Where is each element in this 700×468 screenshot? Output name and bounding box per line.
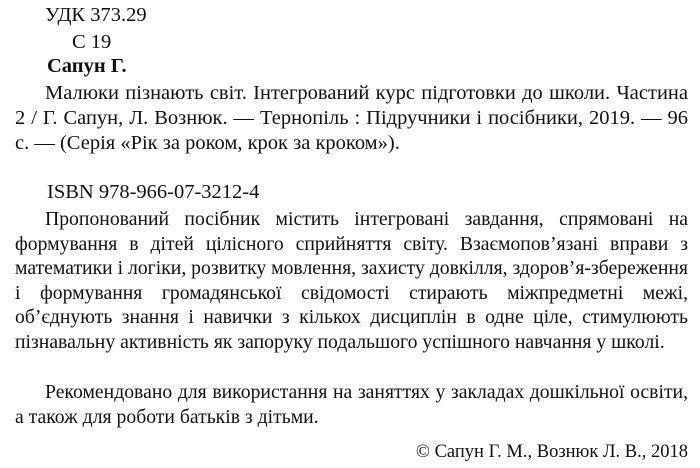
isbn: ISBN 978-966-07-3212-4 <box>47 181 260 203</box>
author-name: Сапун Г. <box>47 55 127 77</box>
annotation-paragraph-2: Рекомендовано для використання на заняттях у закладах дошкільної освіти, а також для роботи батьків з дітьми. <box>15 381 688 428</box>
bibliographic-description: Малюки пізнають світ. Інтегрований курс підготовки до школи. Частина 2 / Г. Сапун, Л. Вознюк. — Тернопіль : Підручники і посібники, 2019. — 96 с. — (Серія «Рік за роком, крок за кроком»). <box>15 82 688 154</box>
copyright-notice: © Сапун Г. М., Вознюк Л. В., 2018 <box>415 442 688 462</box>
udk-code: УДК 373.29 <box>45 4 147 26</box>
annotation-paragraph-1: Пропонований посібник містить інтегровані завдання, спрямовані на формування в дітей цілісного сприйняття світу. Взаємопов’язані вправи з математики і логіки, розвитку мовлення, захисту довкілля, здоров’я-збереження і формування громадянської свідомості стирають міжпредметні межі, об’єднують знання і навички з кількох дисциплін в одне ціле, стимулюють пізнавальну активність як запоруку подальшого успішного навчання у школі. <box>15 208 688 353</box>
author-mark: С 19 <box>72 31 112 53</box>
